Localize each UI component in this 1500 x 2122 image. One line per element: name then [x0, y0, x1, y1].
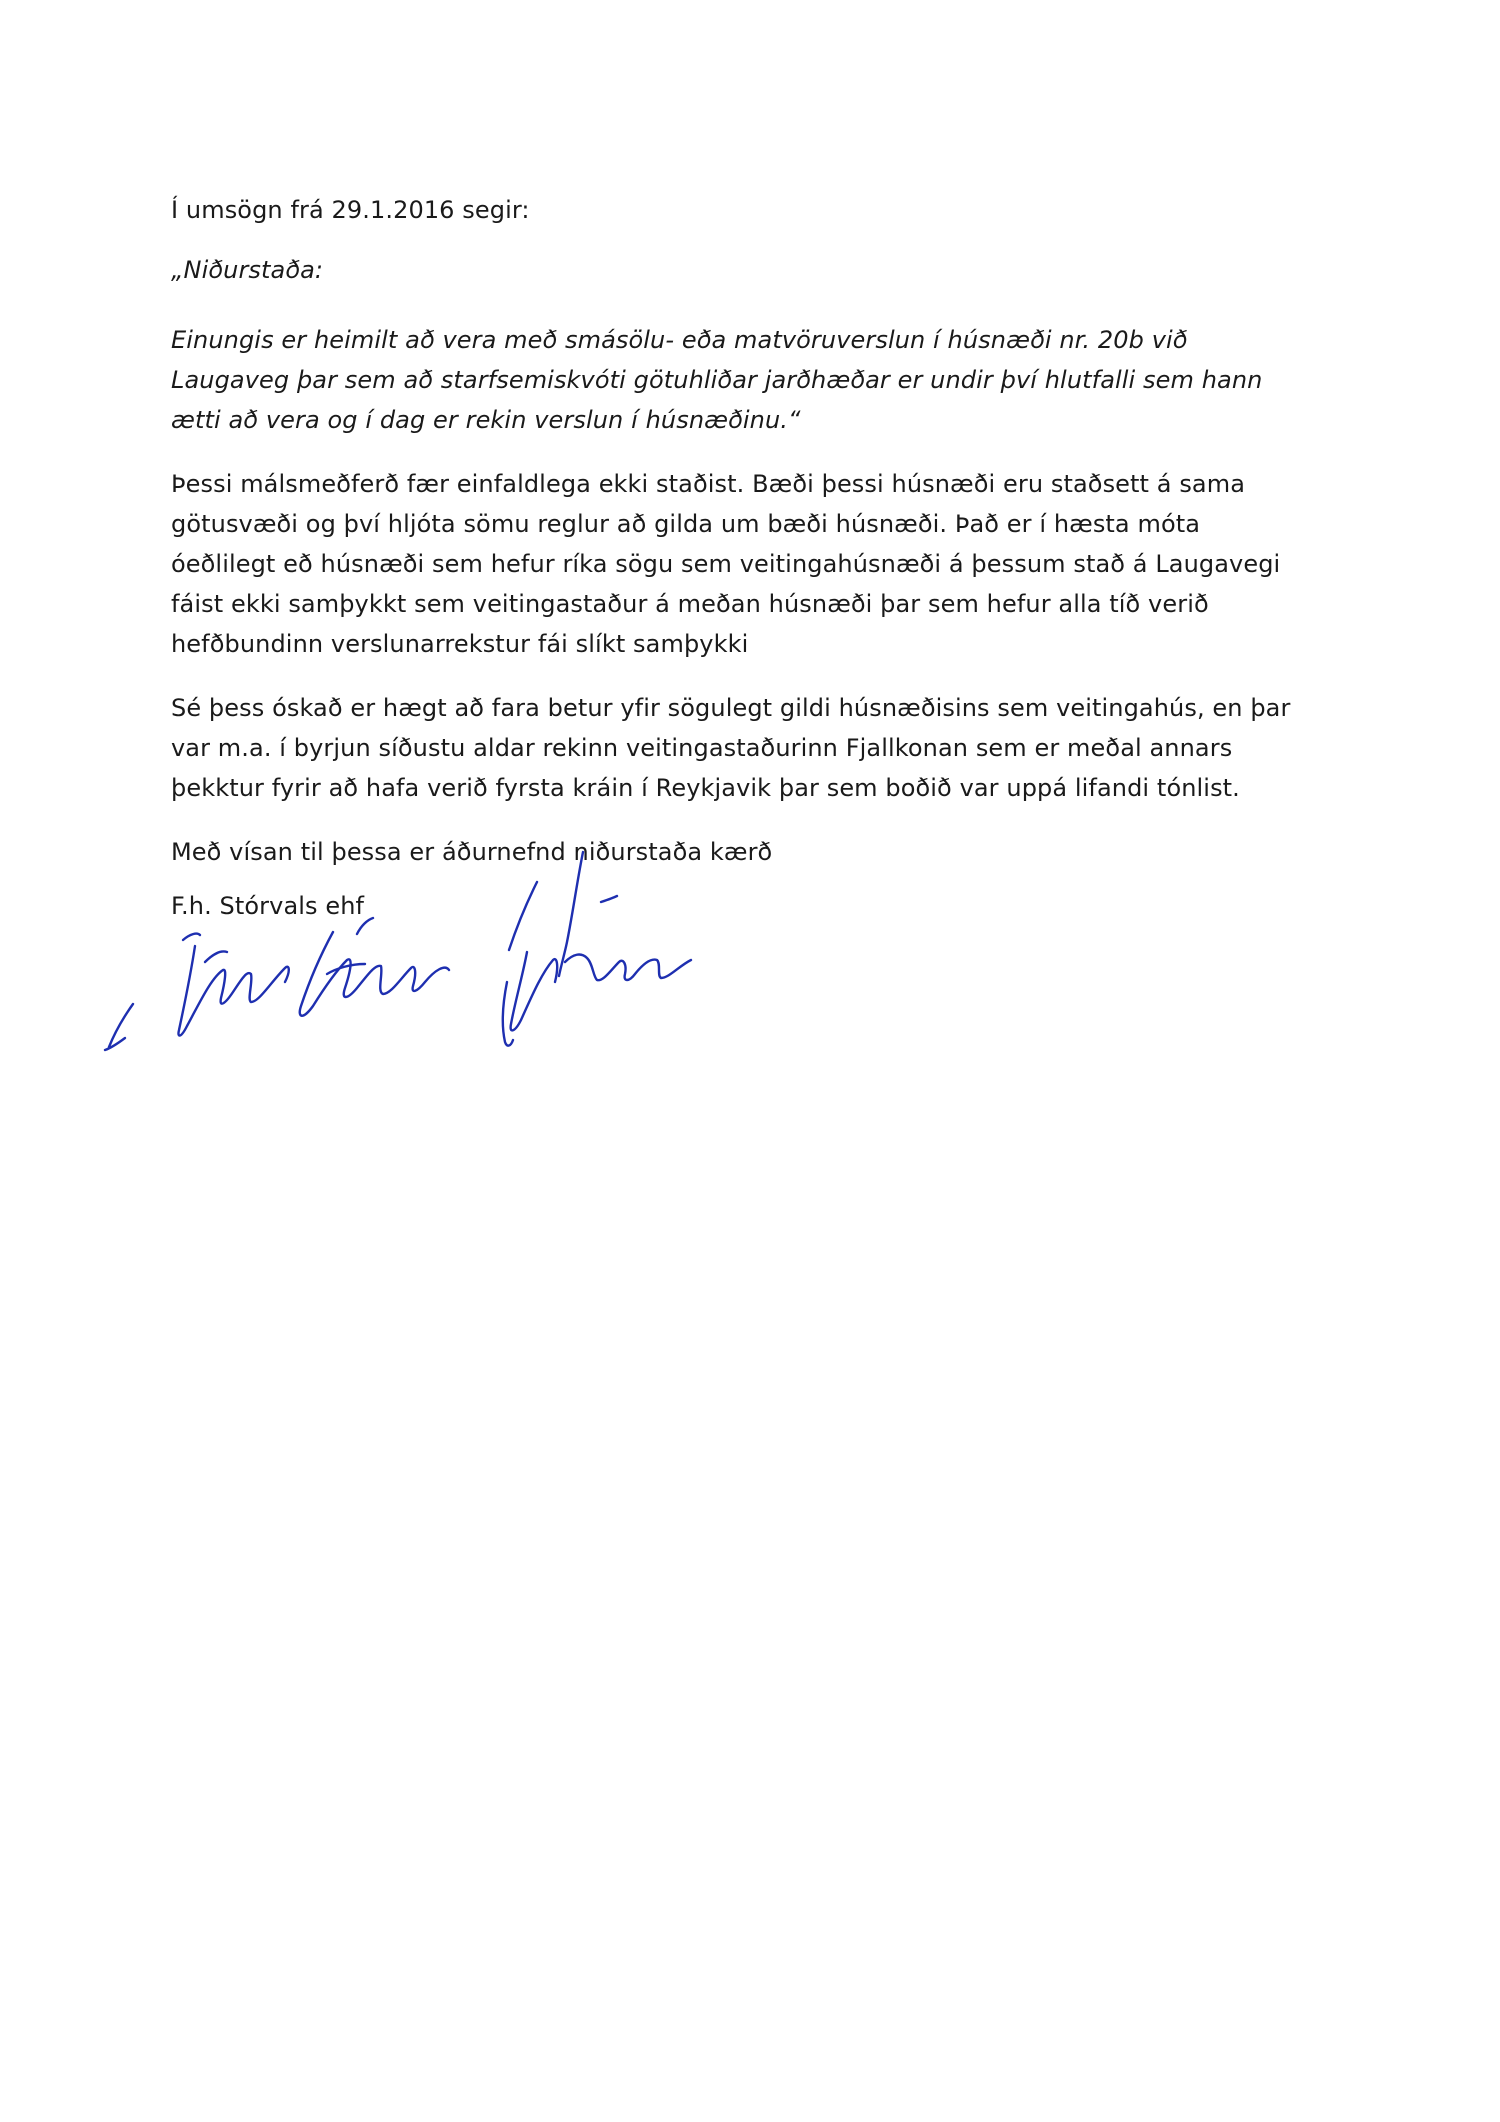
paragraph-history: Sé þess óskað er hægt að fara betur yfir sögulegt gildi húsnæðisins sem veitingahús, en þar var m.a. í byrjun síðustu aldar rekinn veitingastaðurinn Fjallkonan sem er meðal annars þekktur fyrir að hafa verið fyrsta kráin í Reykjavik þar sem boðið var uppá lifandi tónlist. [171, 694, 1291, 802]
paragraph-procedure: Þessi málsmeðferð fær einfaldlega ekki staðist. Bæði þessi húsnæði eru staðsett á sama götusvæði og því hljóta sömu reglur að gilda um bæði húsnæði. Það er í hæsta móta óeðlilegt eð húsnæði sem hefur ríka sögu sem veitingahúsnæði á þessum stað á Laugavegi fáist ekki samþykkt sem veitingastaður á meðan húsnæði þar sem hefur alla tíð verið hefðbundinn verslunarrekstur fái slíkt samþykki [171, 470, 1281, 658]
handwritten-signature [95, 842, 805, 1062]
signer-line: F.h. Stórvals ehf [171, 892, 365, 920]
signature-drawing [95, 842, 805, 1062]
letter-body [171, 190, 1321, 926]
quote-heading: „Niðurstaða: [171, 256, 324, 284]
quote-body: Einungis er heimilt að vera með smásölu- eða matvöruverslun í húsnæði nr. 20b við Laugaveg þar sem að starfsemiskvóti götuhliðar jarðhæðar er undir því hlutfalli sem hann ætti að vera og í dag er rekin verslun í húsnæðinu.“ [171, 326, 1263, 434]
closing-line: Með vísan til þessa er áðurnefnd niðurstaða kærð [171, 838, 773, 866]
intro-line: Í umsögn frá 29.1.2016 segir: [171, 196, 530, 224]
